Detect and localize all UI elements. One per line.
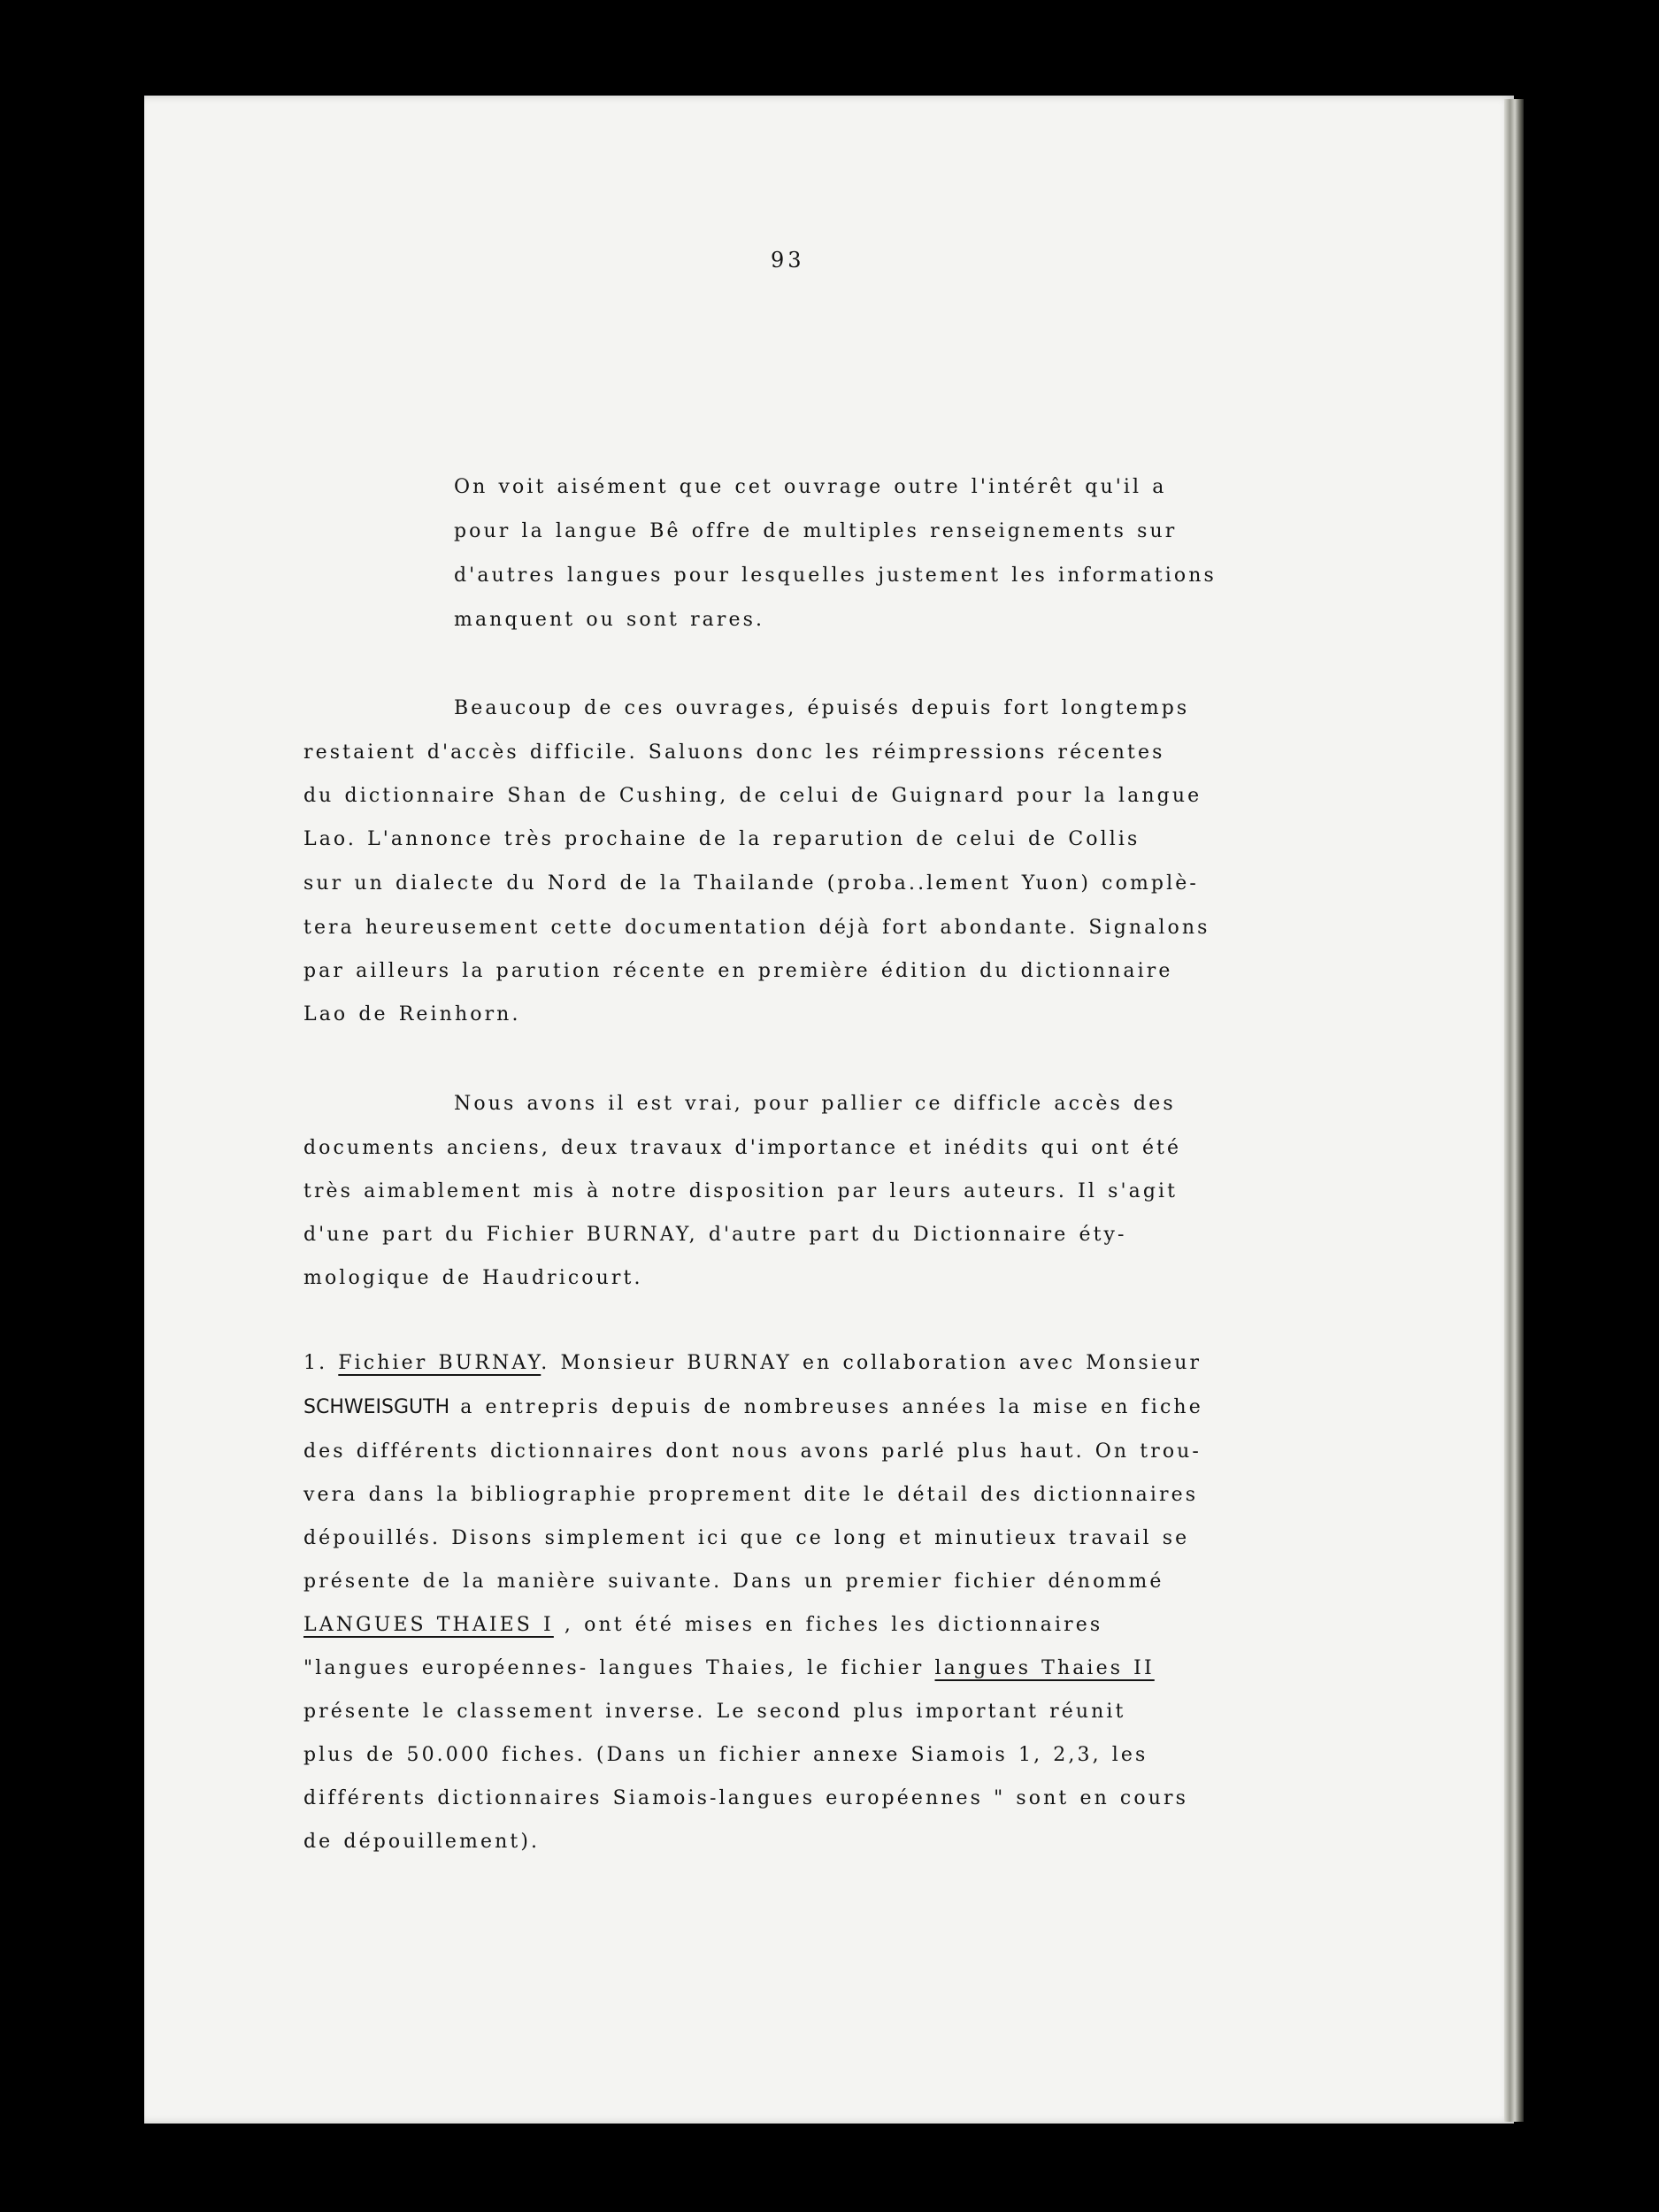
p2-line-1: Beaucoup de ces ouvrages, épuisés depuis fort longtemps [454,697,1190,719]
p2-line-8: Lao de Reinhorn. [303,1003,521,1025]
p1-line-1: On voit aisément que cet ouvrage outre l'intérêt qu'il a [454,476,1167,498]
book-page-edges [1504,99,1524,2122]
langues-thaies-ii-title: langues Thaies II [934,1657,1155,1679]
p4-line-7-rest: , ont été mises en fiches les dictionnaires [553,1614,1103,1636]
p4-line-12: de dépouillement). [303,1831,541,1853]
p3-line-5: mologique de Haudricourt. [303,1267,643,1289]
p4-line-1 [303,1350,1202,1377]
p4-number: 1. [303,1352,339,1374]
p3-line-2: documents anciens, deux travaux d'importance et inédits qui ont été [303,1137,1182,1159]
p4-line-2-rest: a entrepris depuis de nombreuses années la mise en fiche [449,1396,1203,1418]
page-number: 93 [771,248,805,273]
p1-line-3: d'autres langues pour lesquelles justement les informations [454,565,1217,587]
p4-line-2 [303,1394,1203,1421]
paper-page [144,96,1514,2124]
p4-line-9: présente le classement inverse. Le second plus important réunit [303,1701,1126,1723]
p1-line-2: pour la langue Bê offre de multiples renseignements sur [454,520,1178,542]
p4-line-10: plus de 50.000 fiches. (Dans un fichier annexe Siamois 1, 2,3, les [303,1744,1148,1766]
p4-line-4: vera dans la bibliographie proprement dite le détail des dictionnaires [303,1484,1199,1506]
p2-line-6: tera heureusement cette documentation déjà fort abondante. Signalons [303,917,1210,939]
handwritten-name: SCHWEISGUTH [303,1396,450,1418]
p3-line-1: Nous avons il est vrai, pour pallier ce difficle accès des [454,1093,1176,1115]
p3-line-3: très aimablement mis à notre disposition par leurs auteurs. Il s'agit [303,1180,1179,1202]
p4-line-7 [303,1612,1102,1639]
p2-line-4: Lao. L'annonce très prochaine de la reparution de celui de Collis [303,828,1141,850]
p4-line-8-prefix: "langues européennes- langues Thaies, le fichier [303,1657,935,1679]
p2-line-3: du dictionnaire Shan de Cushing, de celui de Guignard pour la langue [303,785,1202,807]
page-text-content [144,96,1514,2124]
p4-line-6: présente de la manière suivante. Dans un premier fichier dénommé [303,1571,1164,1593]
p4-line-8 [303,1655,1155,1682]
p4-line-1-rest: . Monsieur BURNAY en collaboration avec Monsieur [541,1352,1202,1374]
langues-thaies-i-title: LANGUES THAIES I [303,1614,554,1636]
p4-line-11: différents dictionnaires Siamois-langues européennes " sont en cours [303,1787,1188,1809]
p2-line-7: par ailleurs la parution récente en première édition du dictionnaire [303,960,1173,982]
p4-line-5: dépouillés. Disons simplement ici que ce long et minutieux travail se [303,1527,1190,1549]
p2-line-5: sur un dialecte du Nord de la Thailande (proba..lement Yuon) complè- [303,872,1199,895]
p3-line-4: d'une part du Fichier BURNAY, d'autre part du Dictionnaire éty- [303,1224,1127,1246]
fichier-burnay-heading: Fichier BURNAY [338,1352,541,1374]
p1-line-4: manquent ou sont rares. [454,609,765,631]
p2-line-2: restaient d'accès difficile. Saluons donc les réimpressions récentes [303,741,1165,764]
p4-line-3: des différents dictionnaires dont nous avons parlé plus haut. On trou- [303,1440,1202,1463]
